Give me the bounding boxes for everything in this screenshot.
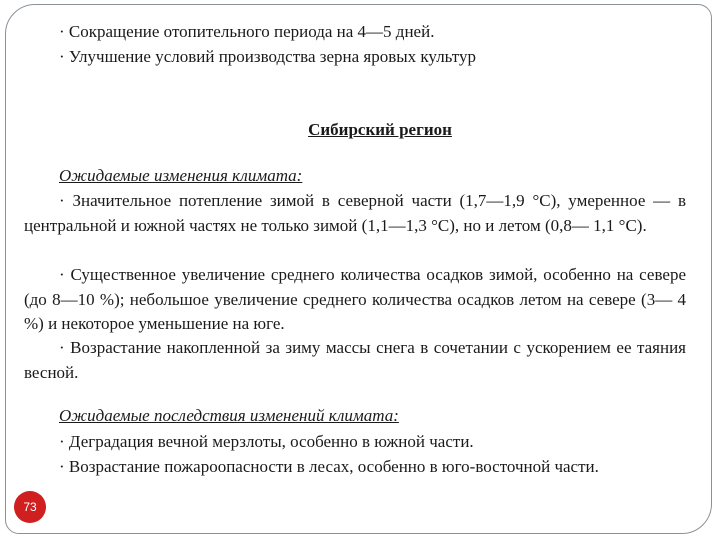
page-number-badge: 73	[14, 491, 46, 523]
climate-change-snow: · Возрастание накопленной за зиму массы снега в сочетании с ускорением ее таяния весной.	[24, 338, 686, 382]
region-title: Сибирский регион	[308, 120, 452, 139]
consequences-heading: Ожидаемые последствия изменений климата:	[59, 406, 399, 425]
consequence-fire-risk: · Возрастание пожароопасности в лесах, особенно в юго-восточной части.	[59, 457, 599, 476]
consequence-permafrost: · Деградация вечной мерзлоты, особенно в южной части.	[59, 432, 474, 451]
climate-change-precipitation: · Существенное увеличение среднего количества осадков зимой, особенно на севере (до 8—10 %); небольшое увеличение среднего количества осадков летом на севере (3— 4 %) и некоторое уменьшение на юге.	[24, 265, 686, 333]
climate-change-warming: · Значительное потепление зимой в северной части (1,7—1,9 °С), умеренное — в центральной и южной частях не только зимой (1,1—1,3 °С), но и летом (0,8— 1,1 °С).	[24, 191, 686, 235]
climate-changes-heading: Ожидаемые изменения климата:	[59, 166, 303, 185]
bullet-heating-period: · Сокращение отопительного периода на 4—5 дней.	[59, 22, 435, 41]
bullet-grain-production: · Улучшение условий производства зерна яровых культур	[59, 47, 476, 66]
